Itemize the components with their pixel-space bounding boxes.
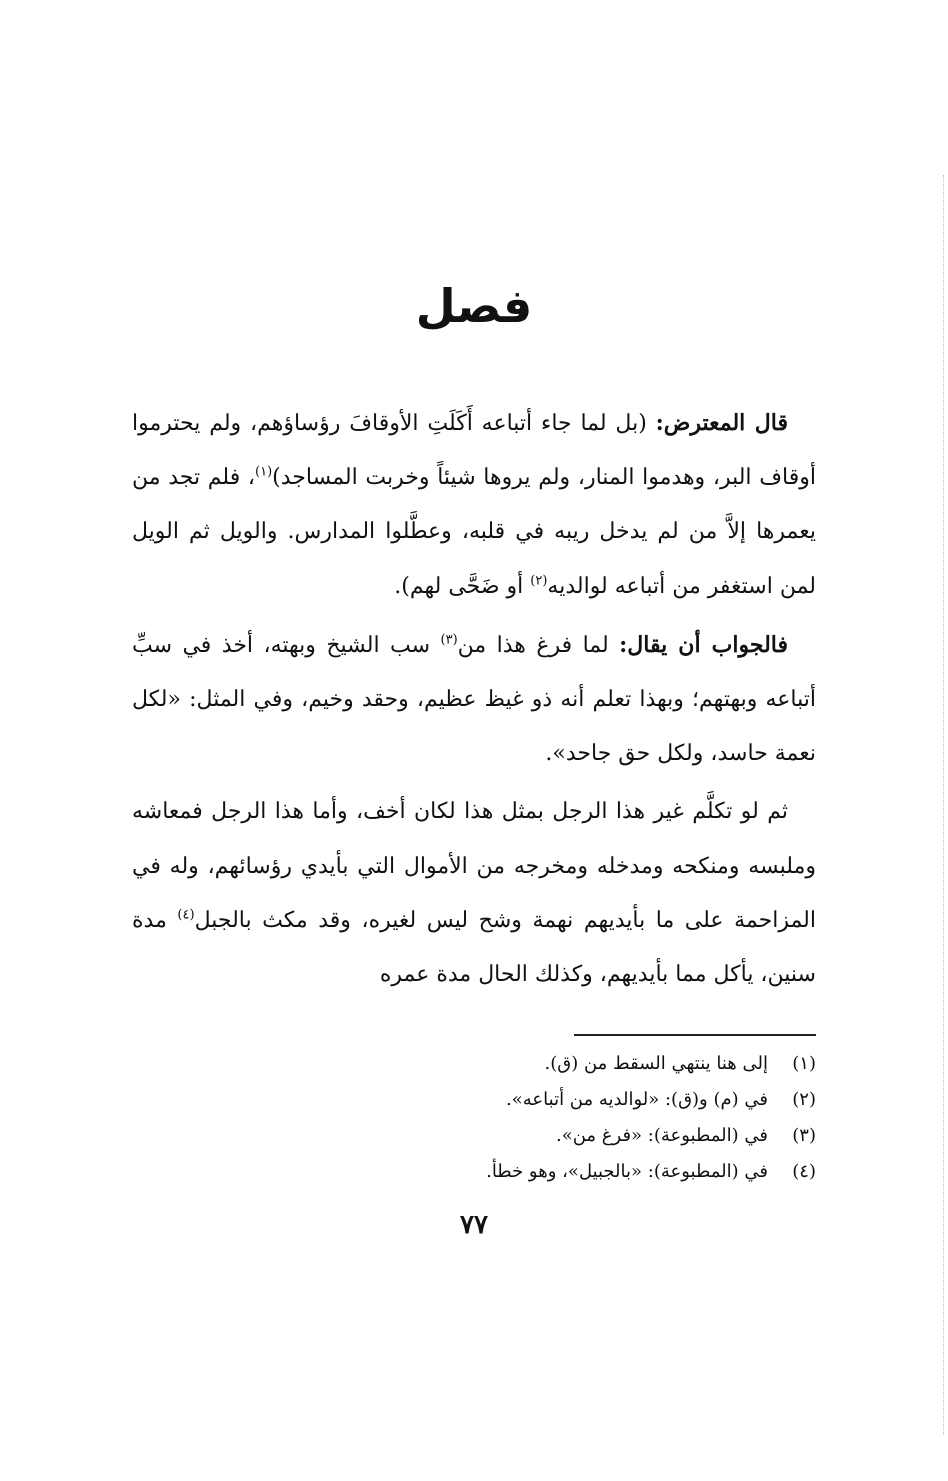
footnote-item (132, 1154, 816, 1190)
page-number: ٧٧ (460, 1210, 488, 1240)
footnote-text: إلى هنا ينتهي السقط من (ق). (544, 1053, 768, 1074)
footnote-number: (١) (792, 1053, 816, 1074)
footnote-separator (574, 1034, 816, 1036)
footnote-number: (٤) (792, 1161, 816, 1182)
paragraph-text: سب الشيخ وبهته، أخذ في سبِّ أتباعه وبهتهم؛ وبهذا تعلم أنه ذو غيظ عظيم، وحقد وخيم، وفي المثل: «لكل نعمة حاسد، ولكل حق جاحد». (132, 632, 816, 767)
footnote-ref: (٣) (440, 632, 458, 648)
paragraph-lead: فالجواب أن يقال: (619, 631, 788, 658)
section-heading: فصل (415, 279, 533, 333)
footnote-item (132, 1082, 816, 1118)
footnote-ref: (٢) (530, 573, 548, 589)
paragraph-text: ، فلم تجد من يعمرها إلاَّ من لم يدخل ريبه في قلبه، وعطَّلوا المدارس. والويل ثم الويل لمن استغفر من أتباعه لوالديه (132, 465, 816, 599)
footnote-number: (٢) (792, 1089, 816, 1110)
scan-edge-marks (941, 175, 944, 1435)
paragraph-lead: قال المعترض: (655, 410, 788, 436)
footnote-text: في (المطبوعة): «بالجبيل»، وهو خطأ. (486, 1161, 768, 1182)
footnote-text: في (م) و(ق): «لوالديه من أتباعه». (506, 1089, 768, 1110)
paragraph-text: لما فرغ هذا من (457, 632, 620, 658)
footnote-item (132, 1118, 816, 1154)
paragraph-text: (بل لما جاء أتباعه أَكَلَتِ الأوقافَ رؤساؤهم، ولم يحترموا أوقاف البر، وهدموا المنار، ولم يروها شيئاً وخربت المساجد) (132, 411, 816, 491)
paragraph-text: ثم لو تكلَّم غير هذا الرجل بمثل هذا لكان أخف، وأما هذا الرجل فمعاشه وملبسه ومنكحه ومدخله ومخرجه من الأموال التي بأيدي رؤسائهم، وله في المزاحمة على ما بأيديهم نهمة وشح ليس لغيره، وقد مكث بالجبل (132, 799, 816, 933)
footnote-ref: (١) (255, 464, 273, 480)
footnote-text: في (المطبوعة): «فرغ من». (555, 1125, 768, 1146)
paragraph-text: مدة سنين، يأكل مما بأيديهم، وكذلك الحال مدة عمره (132, 907, 816, 988)
paragraph-objection (132, 396, 816, 614)
paragraph-text: أو ضَحَّى لهم). (394, 573, 531, 599)
footnote-ref: (٤) (177, 907, 195, 923)
footnote-number: (٣) (792, 1125, 816, 1146)
footnotes (132, 1046, 816, 1190)
footnote-item (132, 1046, 816, 1082)
main-text (132, 396, 816, 1006)
paragraph-answer (132, 618, 816, 782)
paragraph-continuation (132, 785, 816, 1002)
